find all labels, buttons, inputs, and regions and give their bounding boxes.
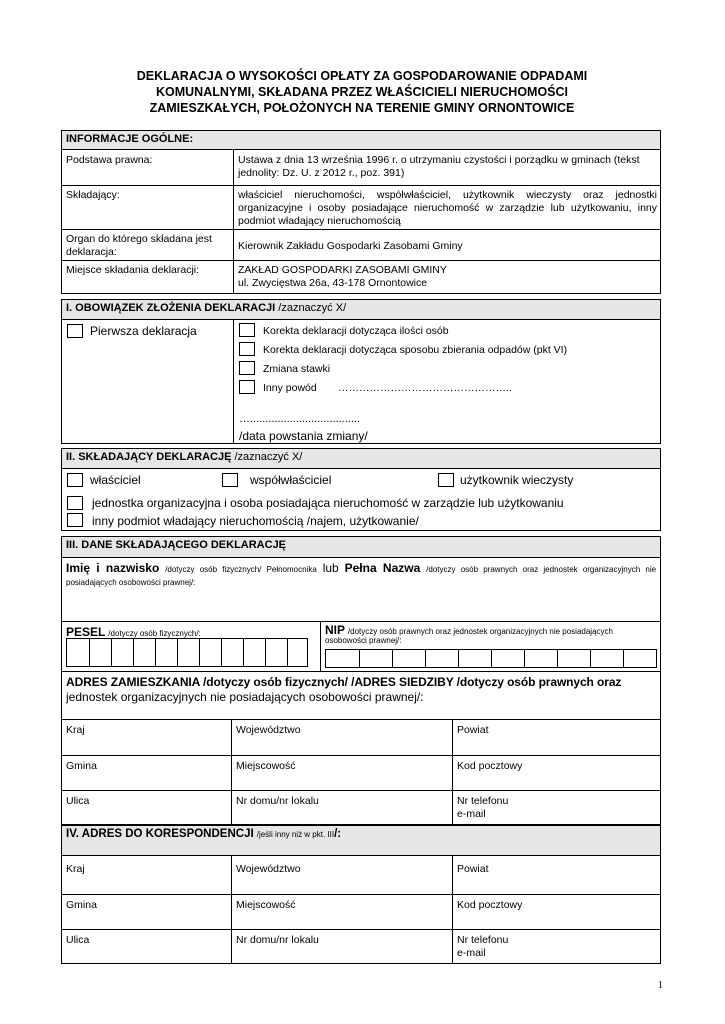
- voivodeship-field[interactable]: Województwo: [236, 724, 301, 736]
- authority-label: Organ do którego składana jest deklaracja:: [66, 233, 212, 258]
- submitter-value: właściciel nieruchomości, współwłaściciel, użytkownik wieczysty oraz jednostki organizacyjne i osoby posiadające nieruchomość w zarządzie lub użytkowaniu, inny podmiot władający nieruchomością: [238, 189, 657, 227]
- pesel-grid[interactable]: [66, 638, 308, 667]
- general-info-table: [61, 130, 661, 294]
- nip-grid[interactable]: [325, 649, 657, 668]
- owner-label: właściciel: [90, 473, 141, 487]
- section-1-title: I. OBOWIĄZEK ZŁOŻENIA DEKLARACJI: [66, 302, 276, 314]
- perpetual-user-label: użytkownik wieczysty: [460, 473, 574, 487]
- document-title: [62, 68, 662, 116]
- section-2-title: II. SKŁADAJĄCY DEKLARACJĘ: [66, 451, 232, 463]
- section-1: [61, 299, 661, 444]
- corr-postal-code-field[interactable]: Kod pocztowy: [457, 899, 523, 911]
- organization-checkbox[interactable]: [67, 496, 83, 510]
- rate-change-checkbox[interactable]: [239, 361, 255, 375]
- municipality-field[interactable]: Gmina: [66, 760, 97, 772]
- correction-persons-checkbox[interactable]: [239, 323, 255, 337]
- other-reason-checkbox[interactable]: [239, 380, 255, 394]
- full-name-note: /dotyczy osób prawnych oraz jednostek organizacyjnych nie posiadających osobowości prawnej/:: [66, 565, 657, 587]
- section-2-header: [62, 449, 660, 469]
- country-field[interactable]: Kraj: [66, 724, 85, 736]
- other-reason-field[interactable]: …………………………………………..: [338, 382, 512, 394]
- name-or: lub: [322, 561, 339, 575]
- change-date-label: /data powstania zmiany/: [239, 429, 368, 443]
- organization-label: jednostka organizacyjna i osoba posiadająca nieruchomość w zarządzie lub użytkowaniu: [92, 496, 564, 510]
- locality-field[interactable]: Miejscowość: [236, 760, 296, 772]
- section-3-header: III. DANE SKŁADAJĄCEGO DEKLARACJĘ: [62, 537, 660, 558]
- corr-house-number-field[interactable]: Nr domu/nr lokalu: [236, 934, 319, 946]
- residence-address-line-2: jednostek organizacyjnych nie posiadających osobowości prawnej/:: [66, 690, 424, 704]
- place-label: Miejsce składania deklaracji:: [66, 264, 200, 276]
- section-3: [61, 536, 661, 825]
- corr-phone-field[interactable]: Nr telefonu: [457, 934, 509, 946]
- coowner-checkbox[interactable]: [222, 473, 238, 487]
- legal-basis-label: Podstawa prawna:: [66, 154, 153, 166]
- perpetual-user-checkbox[interactable]: [438, 473, 454, 487]
- full-name-label: Pełna Nazwa: [344, 561, 421, 575]
- residence-address-line-1: ADRES ZAMIESZKANIA /dotyczy osób fizycznych/ /ADRES SIEDZIBY /dotyczy osób prawnych oraz: [66, 675, 622, 689]
- name-note: /dotyczy osób fizycznych/ Pełnomocnika: [165, 565, 317, 574]
- other-entity-label: inny podmiot władający nieruchomością /najem, użytkowanie/: [92, 514, 419, 528]
- residence-address-header: [62, 672, 660, 708]
- corr-street-field[interactable]: Ulica: [66, 934, 90, 946]
- nip-label: NIP: [325, 623, 346, 637]
- house-number-field[interactable]: Nr domu/nr lokalu: [236, 795, 319, 807]
- first-declaration-checkbox[interactable]: [67, 324, 83, 338]
- title-line-2: KOMUNALNYMI, SKŁADANA PRZEZ WŁAŚCICIELI NIERUCHOMOŚCI: [155, 85, 569, 99]
- owner-checkbox[interactable]: [67, 473, 83, 487]
- coowner-label: współwłaściciel: [250, 473, 332, 487]
- correction-persons-label: Korekta deklaracji dotycząca ilości osób: [263, 325, 449, 337]
- place-value: [234, 261, 661, 293]
- corr-voivodeship-field[interactable]: Województwo: [236, 863, 301, 875]
- section-2: [61, 448, 661, 531]
- title-line-3: ZAMIESZKAŁYCH, POŁOŻONYCH NA TERENIE GMINY ORNONTOWICE: [149, 101, 575, 115]
- rate-change-label: Zmiana stawki: [263, 363, 331, 375]
- submitter-label: Składający:: [66, 189, 120, 201]
- nip-label-cell: [321, 623, 660, 648]
- corr-email-field[interactable]: e-mail: [457, 947, 486, 959]
- authority-value: Kierownik Zakładu Gospodarki Zasobami Gminy: [238, 240, 463, 252]
- first-declaration-label: Pierwsza deklaracja: [90, 324, 197, 338]
- legal-basis-value: Ustawa z dnia 13 września 1996 r. o utrzymaniu czystości i porządku w gminach (tekst jednolity: Dz. U. z 2012 r., poz. 391): [238, 154, 640, 179]
- nip-note: /dotyczy osób prawnych oraz jednostek organizacyjnych nie posiadających osobowości prawnej/:: [325, 627, 613, 645]
- section-2-note: /zaznaczyć X/: [234, 451, 303, 463]
- section-4-header: [62, 826, 660, 856]
- section-4-title: IV. ADRES DO KORESPONDENCJI: [66, 828, 254, 840]
- title-line-1: DEKLARACJA O WYSOKOŚCI OPŁATY ZA GOSPODAROWANIE ODPADAMI: [136, 69, 588, 83]
- place-value-line-1: ZAKŁAD GOSPODARKI ZASOBAMI GMINY: [238, 264, 447, 276]
- section-4: [61, 825, 661, 964]
- postal-code-field[interactable]: Kod pocztowy: [457, 760, 523, 772]
- correction-method-checkbox[interactable]: [239, 342, 255, 356]
- corr-locality-field[interactable]: Miejscowość: [236, 899, 296, 911]
- pesel-label: PESEL: [66, 625, 106, 639]
- change-date-field[interactable]: …....................................: [239, 413, 361, 425]
- pesel-note: /dotyczy osób fizycznych/:: [108, 629, 201, 638]
- correction-method-label: Korekta deklaracji dotycząca sposobu zbierania odpadów (pkt VI): [263, 344, 568, 356]
- page-number: 1: [658, 980, 663, 991]
- county-field[interactable]: Powiat: [457, 724, 489, 736]
- section-1-note: /zaznaczyć X/: [278, 302, 347, 314]
- corr-county-field[interactable]: Powiat: [457, 863, 489, 875]
- corr-country-field[interactable]: Kraj: [66, 863, 85, 875]
- section-4-note: /jeśli inny niż w pkt. III: [256, 830, 335, 839]
- place-value-line-2: ul. Zwycięstwa 26a, 43-178 Ornontowice: [238, 277, 428, 289]
- other-reason-label: Inny powód: [263, 382, 317, 394]
- corr-municipality-field[interactable]: Gmina: [66, 899, 97, 911]
- name-label: Imię i nazwisko: [66, 561, 160, 575]
- phone-field[interactable]: Nr telefonu: [457, 795, 509, 807]
- section-1-header: [62, 300, 660, 320]
- name-field[interactable]: [62, 559, 660, 621]
- other-entity-checkbox[interactable]: [67, 513, 83, 527]
- email-field[interactable]: e-mail: [457, 808, 486, 820]
- general-info-header: INFORMACJE OGÓLNE:: [62, 131, 660, 150]
- street-field[interactable]: Ulica: [66, 795, 90, 807]
- section-4-note-end: /:: [334, 828, 342, 840]
